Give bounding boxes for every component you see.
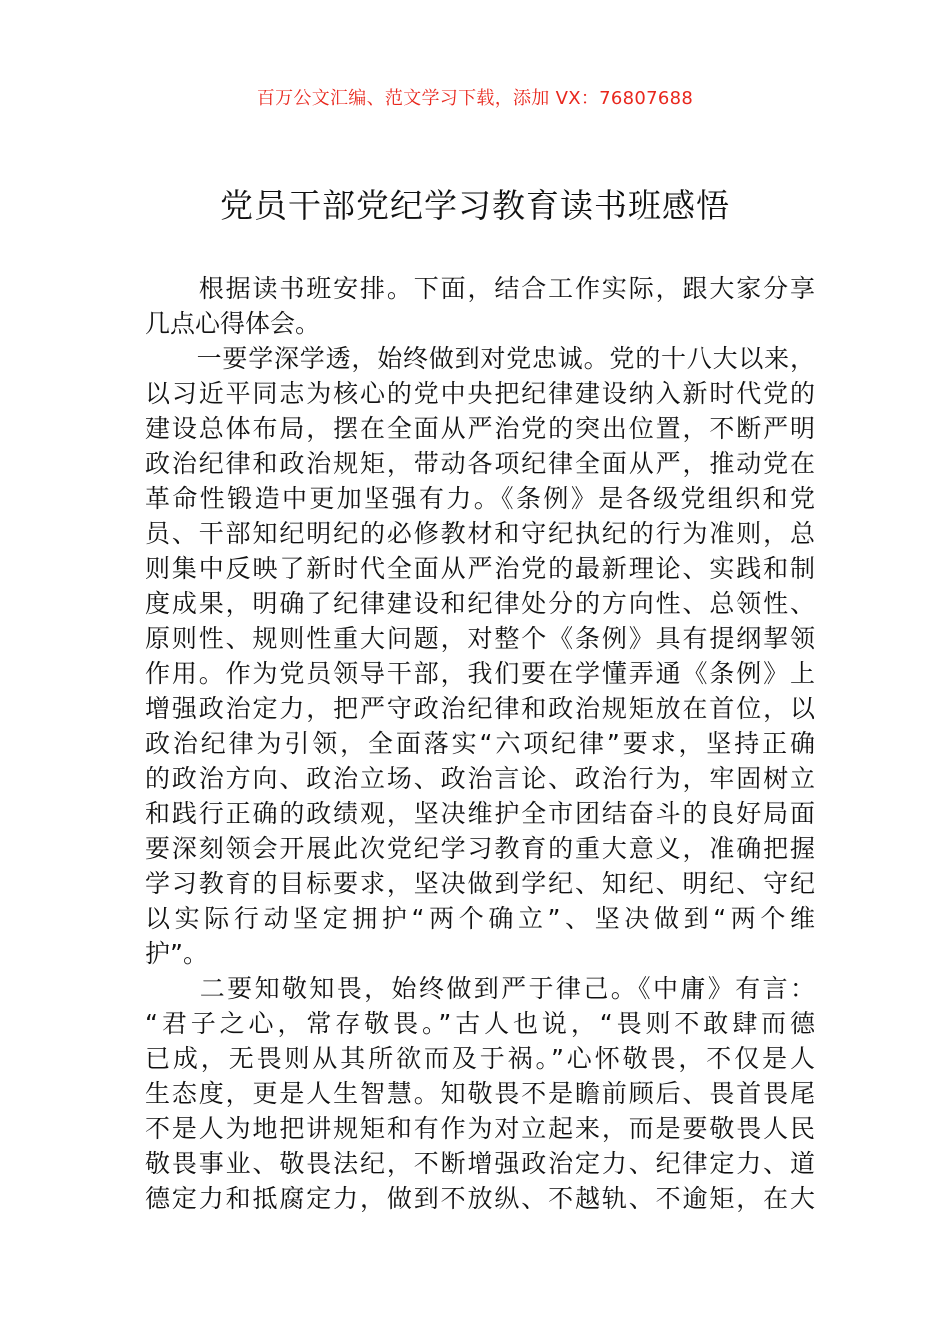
body-line: 二要知敬知畏，始终做到严于律己。《中庸》有言：: [145, 974, 815, 1003]
body-line: 要深刻领会开展此次党纪学习教育的重大意义，准确把握: [145, 834, 815, 863]
body-line: 敬畏事业、敬畏法纪，不断增强政治定力、纪律定力、道: [145, 1149, 815, 1178]
body-line: 原则性、规则性重大问题，对整个《条例》具有提纲挈领: [145, 624, 815, 653]
body-line: “君子之心，常存敬畏。”古人也说，“畏则不敢肆而德: [145, 1009, 815, 1038]
body-line: 的政治方向、政治立场、政治言论、政治行为，牢固树立: [145, 764, 815, 793]
body-line: 德定力和抵腐定力，做到不放纵、不越轨、不逾矩，在大: [145, 1184, 815, 1213]
body-line: 以实际行动坚定拥护“两个确立”、坚决做到“两个维: [145, 904, 815, 933]
body-line: 员、干部知纪明纪的必修教材和守纪执纪的行为准则，总: [145, 519, 815, 548]
body-line: 政治纪律和政治规矩，带动各项纪律全面从严，推动党在: [145, 449, 815, 478]
body-line: 则集中反映了新时代全面从严治党的最新理论、实践和制: [145, 554, 815, 583]
body-line: 革命性锻造中更加坚强有力。《条例》是各级党组织和党: [145, 484, 815, 513]
body-line: 学习教育的目标要求，坚决做到学纪、知纪、明纪、守纪: [145, 869, 815, 898]
body-line: 增强政治定力，把严守政治纪律和政治规矩放在首位，以: [145, 694, 815, 723]
header-note: 百万公文汇编、范文学习下载，添加 VX：76807688: [256, 88, 694, 109]
page-title: 党员干部党纪学习教育读书班感悟: [220, 186, 730, 225]
body-line: 以习近平同志为核心的党中央把纪律建设纳入新时代党的: [145, 379, 815, 408]
body-line: 一要学深学透，始终做到对党忠诚。党的十八大以来，: [145, 344, 815, 373]
body-line: 和践行正确的政绩观，坚决维护全市团结奋斗的良好局面: [145, 799, 815, 828]
body-line: 不是人为地把讲规矩和有作为对立起来，而是要敬畏人民: [145, 1114, 815, 1143]
body-line: 护”。: [145, 939, 208, 968]
body-line: 根据读书班安排。下面，结合工作实际，跟大家分享: [145, 274, 815, 303]
body-line: 作用。作为党员领导干部，我们要在学懂弄通《条例》上: [145, 659, 815, 688]
body-line: 几点心得体会。: [145, 309, 321, 338]
body-line: 已成，无畏则从其所欲而及于祸。”心怀敬畏，不仅是人: [145, 1044, 815, 1073]
body-line: 政治纪律为引领，全面落实“六项纪律”要求，坚持正确: [145, 729, 815, 758]
body-line: 生态度，更是人生智慧。知敬畏不是瞻前顾后、畏首畏尾: [145, 1079, 815, 1108]
body-line: 建设总体布局，摆在全面从严治党的突出位置，不断严明: [145, 414, 815, 443]
body-line: 度成果，明确了纪律建设和纪律处分的方向性、总领性、: [145, 589, 815, 618]
